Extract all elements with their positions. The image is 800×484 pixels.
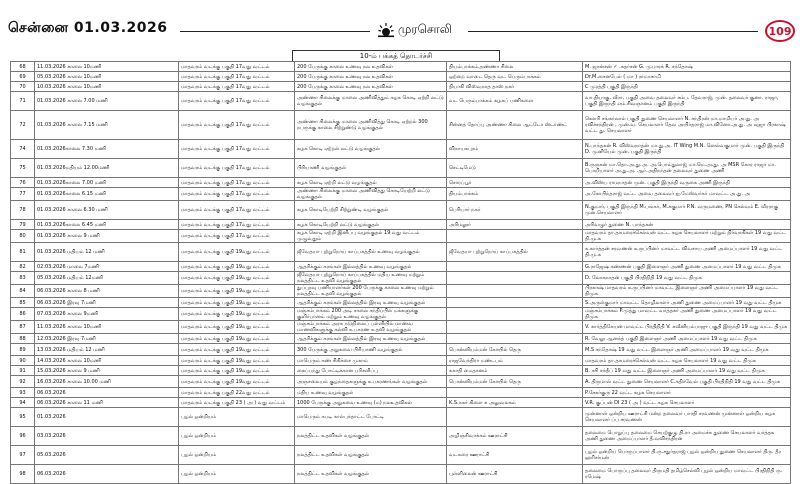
- table-row: [11, 344, 791, 356]
- table-row: [11, 465, 791, 484]
- row-speakers: D. லோகநாதன் பகுதி பிரதிநிதி 19 வது வட்ட திமுக: [583, 272, 791, 285]
- row-event: 200 பேருக்கு காலை உணவு நல உதவிகள்: [295, 82, 447, 92]
- row-place: தியாகி விஸ்வநாத தாஸ் நகர்: [447, 82, 583, 92]
- row-event: கழக கொடி ஏற்றி இனிப்பு வழங்குதல் 19 வது வட்டம் முழுவதும்: [295, 230, 447, 243]
- row-event: கழக கொடியேற்றி சிற்றுண்டி வழங்குதல்: [295, 201, 447, 220]
- row-number: 94: [11, 398, 35, 408]
- row-number: 90: [11, 356, 35, 366]
- table-row: [11, 62, 791, 72]
- table-row: [11, 356, 791, 366]
- row-datetime: 05.03.2026 காலை 10மணி: [35, 72, 179, 82]
- row-datetime: 06.03.2026: [35, 465, 179, 484]
- row-datetime: 02.03.2026 மாலை 7மணி: [35, 262, 179, 272]
- row-number: 83: [11, 272, 35, 285]
- row-event: அண்ணா சிலைக்கு மாலை அணிவித்து கொடியேற்றி லட்டு வழங்குதல்: [295, 188, 447, 201]
- row-datetime: 01.03.2026காலை 6.45 மணி: [35, 220, 179, 230]
- row-number: 93: [11, 388, 35, 398]
- row-speakers: அ.விஸ்ய ராமநாதன் முன். பகுதி இருந்தி வருகை அணி இருந்தி: [583, 178, 791, 188]
- row-number: 74: [11, 140, 35, 159]
- row-speakers: V. கார்த்திகேயன் மாவட்ட பிரதிநிதி V. சுவீனியம்பாஜு பகுதி இருந்தி 19 வது வட்ட திமுக: [583, 321, 791, 334]
- row-area: மாதவரம் வடக்கு பகுதி 19வது வட்டம்: [179, 356, 295, 366]
- row-speakers: மாதவரம் தா.தாமரைச்செல்வன் வட்ட கழக செயலாளர் 19 வது வட்ட திமுக: [583, 356, 791, 366]
- row-number: 98: [11, 465, 35, 484]
- table-row: [11, 188, 791, 201]
- row-speakers: G.ராஜேஷ் கண்ணன் பகுதி இளைஞர் அணி துணை அமைப்பாளர் 19 வது வட்ட திமுக: [583, 262, 791, 272]
- row-datetime: 05.03.2026: [35, 446, 179, 465]
- row-speakers: A. திருமால் வட்ட துணை செயலாளர் C.கதிர்வேல் பகுதி பிரதிநிதி 19 வது வட்ட திமுக: [583, 376, 791, 388]
- row-event: மதிய உணவு வழங்குதல்: [295, 388, 447, 398]
- city-date: சென்னை 01.03.2026: [8, 20, 168, 36]
- table-row: [11, 72, 791, 82]
- row-event: 300 பேருக்கு அறுசுவை பிரியாணி வழங்குதல்: [295, 344, 447, 356]
- row-datetime: 01.03.2026காலை 7.30 மணி: [35, 140, 179, 159]
- table-row: [11, 446, 791, 465]
- row-speakers: பிரகாஷ் மாதவரம் உருப்பினர் மாவட்ட இளைஞர் அணி அமைப்பாளர் 19 வது வட்ட திமுக: [583, 285, 791, 298]
- row-event: மஞ்சம்பாக்கம் அரசு நடுநிலைப் பள்ளியில் மாணவ மாணவிகளுக்கு கல்வி உபகரண உதவி வழங்குதல்: [295, 321, 447, 334]
- row-number: 78: [11, 201, 35, 220]
- masthead-rule-left: [180, 31, 370, 32]
- row-area: மாதவரம் வடக்கு பகுதி 17வது வட்டம்: [179, 188, 295, 201]
- row-area: மாதவரம் வடக்கு பகுதி 17வது வட்டம்: [179, 220, 295, 230]
- row-event: நலத்திட்ட உதவிகள் வழங்குதல்: [295, 446, 447, 465]
- table-row: [11, 243, 791, 262]
- masthead: [0, 0, 800, 48]
- brand-name: முரசொலி: [398, 22, 452, 36]
- row-number: 79: [11, 220, 35, 230]
- table-row: [11, 92, 791, 111]
- row-speakers: S.அருள்குமார் மாவட்ட தொழிலாளர் அணி துணை அமைப்பாளர் 19 வது வட்ட திமுக: [583, 298, 791, 308]
- row-event: ஆதரிக்கும் கரங்கள் இல்லத்தில் இரவு உணவு வழங்குதல்: [295, 298, 447, 308]
- table-row: [11, 201, 791, 220]
- row-place: K.S.நகர் கிளை க அலுவலகம்: [447, 398, 583, 408]
- row-place: தியம்பாக்கம்அண்ணா சிலை: [447, 62, 583, 72]
- row-number: 85: [11, 298, 35, 308]
- row-place: [447, 321, 583, 334]
- row-event: துப்புரவு பணியாளர்கள் 200 பேருக்கு காலை உணவு மற்றும் நலத்திட்ட உதவி வழங்குதல்: [295, 285, 447, 298]
- table-row: [11, 140, 791, 159]
- row-place: [447, 272, 583, 285]
- row-datetime: 11.03.2026 காலை 10மணி: [35, 321, 179, 334]
- row-speakers: வா.தியாகு, வீரா, பகுதி அவை தலைவர் சம்ப. தேவராஜ், முன். தலைவர் குனா. ராஜா, பகுதி இருந்தி எம்.சிவஞானம் பகுதி இருந்தி: [583, 92, 791, 111]
- row-place: வட பெரும்பாக்கம் கழகப் பணிகளை: [447, 92, 583, 111]
- row-event: கழக கொடி ஏற்றி லட்டு வழங்குதல்: [295, 178, 447, 188]
- table-row: [11, 272, 791, 285]
- row-number: 69: [11, 72, 35, 82]
- row-area: புழல் ஒன்றியம்: [179, 465, 295, 484]
- row-place: தியம்பாக்கம்: [447, 188, 583, 201]
- table-row: [11, 376, 791, 388]
- row-number: 76: [11, 178, 35, 188]
- row-event: 200 பேருக்கு காலை உணவு நல உதவிகள்: [295, 62, 447, 72]
- row-speakers: அரிவழுர் துணை N. பாந்தகன்: [583, 220, 791, 230]
- row-number: 95: [11, 408, 35, 427]
- row-area: மாதவரம் வடக்கு பகுதி 17வது வட்டம்: [179, 159, 295, 178]
- row-event: பிரியாணி வழங்குதல்: [295, 159, 447, 178]
- table-row: [11, 298, 791, 308]
- row-place: [447, 308, 583, 321]
- row-speakers: V.R. குப்பன் DI 23 ( அ ) வட்ட கழக செயலாளர்: [583, 398, 791, 408]
- row-place: [447, 285, 583, 298]
- row-event: அஞ்சலையம் குழந்தைகளுக்கு உபகரணங்கள் வழங்குதல்: [295, 376, 447, 388]
- row-place: அழிஞ்சிவாக்கம் ஊராட்சி: [447, 427, 583, 446]
- row-number: 70: [11, 82, 35, 92]
- row-number: 97: [11, 446, 35, 465]
- row-area: புழல் ஒன்றியம்: [179, 408, 295, 427]
- row-event: கைப்பந்து போட்டிக்கான பரிசளிப்பு: [295, 366, 447, 376]
- row-speakers: B.ருருகன் மா.தொ.அ.து.அ. அ.பொம்துலாஜ் மா.மெ.அ.து. அ MSR கோர ராஜா மா. பொறியாளர் அ.து.அ. ஆர்.அதிநந்தன் தலைவர் துணை அணி: [583, 159, 791, 178]
- row-place: [447, 408, 583, 427]
- row-event: கழக கொடியேற்றி லட்டு வழங்குதல்: [295, 220, 447, 230]
- row-datetime: 01.03.2026 காலை 6.30 மணி: [35, 201, 179, 220]
- row-area: மாதவரம் வடக்கு பகுதி 19வது வட்டம்: [179, 376, 295, 388]
- row-area: மாதவரம் வடக்கு பகுதி 22வது வட்டம்: [179, 388, 295, 398]
- row-datetime: 14.03.2026 காலை 10மணி: [35, 356, 179, 366]
- row-datetime: 06.03.2026: [35, 388, 179, 398]
- row-number: 92: [11, 376, 35, 388]
- table-row: [11, 262, 791, 272]
- table-row: [11, 220, 791, 230]
- row-number: 81: [11, 243, 35, 262]
- row-place: ஒற்றை வாடை தெரு வட பெரும்பாக்கம்: [447, 72, 583, 82]
- row-datetime: 01.03.2026 காலை 7.00 மணி: [35, 92, 179, 111]
- row-speakers: புழல் ஒன்றிய பொருப்பாளர் தி.ரு.சதுர்தராஜ் புழல் ஒன்றிய துணை செயலாளர் திரு. தீர ஹரிசர்மன்: [583, 446, 791, 465]
- row-place: [447, 230, 583, 243]
- table-row: [11, 308, 791, 321]
- row-datetime: 06.03.2026 காலை 11 மணி: [35, 398, 179, 408]
- row-speakers: க.கார்த்தன் சரவணன் உருப்பினர் மாவட்ட விவசாய அணி அமைப்பாளர் 19 வது வட்ட தி.மு.க: [583, 243, 791, 262]
- row-speakers: முன்னாள் ஒன்றிய ஊராட்சி மன்ற தலைவர் பாரதி சரவணன் முன்னாள் ஒன்றிய கழக செயலாளர் ப்ப சரவணன்: [583, 408, 791, 427]
- table-row: [11, 178, 791, 188]
- row-event: மஞ்சம்பாக்கம் 200 அடி சாலை சந்திப்பில் மக்களுக்கு குளிர்பானம் மற்றும் உணவு வழங்குதல்: [295, 308, 447, 321]
- row-area: மாதவரம் வடக்கு பகுதி 19வது வட்டம்: [179, 366, 295, 376]
- table-row: [11, 408, 791, 427]
- row-area: புழல் ஒன்றியம்: [179, 446, 295, 465]
- row-number: 72: [11, 111, 35, 140]
- row-datetime: 06.03.2026 இரவு 7மணி: [35, 298, 179, 308]
- row-speakers: மாதவரம் தா.தாமரைச்செல்வன் வட்ட கழக செயலாளர் மற்றும் நிர்வாகிகள் 19 வது வட்ட தி.மு.க: [583, 230, 791, 243]
- row-number: 86: [11, 308, 35, 321]
- row-area: மாதவரம் வடக்கு பகுதி 19வது வட்டம்: [179, 298, 295, 308]
- row-number: 77: [11, 188, 35, 201]
- row-area: மாதவரம் வடக்கு பகுதி 19வது வட்டம்: [179, 308, 295, 321]
- row-datetime: 01.03.2026 காலை 7.15 மணி: [35, 111, 179, 140]
- row-place: செட்டிமேடு: [447, 159, 583, 178]
- table-row: [11, 230, 791, 243]
- row-speakers: மஞ்சம்பாக்கம் P.முத்து மாவட்ட வர்த்தகர் அணி துணை அமைப்பாளர் 19 வது வட்ட திமுக: [583, 308, 791, 321]
- program-table-body: [11, 62, 791, 484]
- row-area: மாதவரம் வடக்கு பகுதி 19வது வட்டம்: [179, 262, 295, 272]
- row-datetime: 05.03.2026 மதியம் 12மணி: [35, 272, 179, 285]
- row-speakers: M.S சந்தோஷ் 19 வது வட்ட இளைஞர் அணி அமைப்பாளர் 19 வது வட்ட திமுக: [583, 344, 791, 356]
- row-speakers: R. வேலு ஆனந்த் பகுதி இளைஞர் அணி அமைப்பாளர் 19 வது வட்ட திமுக: [583, 334, 791, 344]
- row-event: அண்ணா சிலைக்கு மாலை அணிவித்து கொடி ஏற்றல் 300 நபருக்கு காலை சிற்றுண்டு வழங்குதல்: [295, 111, 447, 140]
- row-number: 91: [11, 366, 35, 376]
- row-datetime: 01.03.2026காலை 7.00 மணி: [35, 178, 179, 188]
- brand: [378, 20, 452, 40]
- continued-label: 10-ம் பக்கத் தொடர்ச்சி: [292, 50, 500, 62]
- table-row: [11, 285, 791, 298]
- row-place: பெரியார் நகர்: [447, 201, 583, 220]
- row-area: மாதவரம் வடக்கு பகுதி 19வது வட்டம்: [179, 285, 295, 298]
- row-area: மாதவரம் வடக்கு பகுதி 17வது வட்டம்: [179, 230, 295, 243]
- row-datetime: 10.03.2026 காலை 10மணி: [35, 82, 179, 92]
- row-number: 89: [11, 344, 35, 356]
- row-datetime: 01.03.2026 காலை 9 மணி: [35, 230, 179, 243]
- row-event: 1000 பேருக்கு அறுசுவை உணவு (ம) நலஉதவிகள்: [295, 398, 447, 408]
- row-area: மாதவரம் வடக்கு பகுதி 23 ( அ ) வது வட்டம்: [179, 398, 295, 408]
- table-row: [11, 82, 791, 92]
- row-area: மாதவரம் வடக்கு பகுதி 17வது வட்டம்: [179, 92, 295, 111]
- masthead-rule-right: [468, 31, 758, 32]
- row-event: கழக கொடி ஏற்றல் லட்டு வழங்குதல்: [295, 140, 447, 159]
- table-row: [11, 334, 791, 344]
- table-row: [11, 321, 791, 334]
- table-row: [11, 427, 791, 446]
- table-row: [11, 388, 791, 398]
- row-place: [447, 298, 583, 308]
- row-place: [447, 262, 583, 272]
- row-area: மாதவரம் வடக்கு பகுதி 17வது வட்டம்: [179, 140, 295, 159]
- row-event: ஆதரிக்கும் கரங்கள் இல்லத்தில் இரவு உணவு வழங்குதல்: [295, 334, 447, 344]
- row-speakers: தலைமை பொறுப்பு தலைமை செயற்குழு தி.ரா அமைச்சு துணை செயலாளர் வர்த்தக அணி துணை அமைப்பாளர் தீ.வவிசந்திரன்: [583, 427, 791, 446]
- row-place: சின்னத் தோப்பு அண்ணா சிலை ஆட்டோ ஸ்டாண்ட்: [447, 111, 583, 140]
- row-datetime: 16.03.2026 காலை 10.00 மணி: [35, 376, 179, 388]
- row-place: [447, 334, 583, 344]
- program-table: [10, 61, 791, 484]
- row-area: மாதவரம் வடக்கு பகுதி 19வது வட்டம்: [179, 344, 295, 356]
- row-speakers: P.சேகர்குரு 22 வட்ட கழக செயலாளர்: [583, 388, 791, 398]
- row-speakers: N.குமார், பகுதி இருந்தி M.பங்கர், M.சுகுமார் P.N. வருமணை, PN செல்வம் E. வீரராகு முன்.செயலாளர்: [583, 201, 791, 220]
- row-area: மாதவரம் வடக்கு பகுதி 17வது வட்டம்: [179, 201, 295, 220]
- row-place: புள்ளிலைன் ஊராட்சி: [447, 465, 583, 484]
- table-row: [11, 366, 791, 376]
- rising-sun-logo-icon: [378, 22, 394, 38]
- row-number: 87: [11, 321, 35, 334]
- row-event: மாபெரும் கண் சிகிச்சை முகாம்: [295, 356, 447, 366]
- row-speakers: தலைமை பொருப்பு தலைவர் திருமதி தமிழ்செல்வி புழல் ஒன்றிய மாவட்ட பிரதிநிதி ரு. ரமேஷ்: [583, 465, 791, 484]
- row-datetime: 07.03.2026 காலை 9மணி: [35, 308, 179, 321]
- row-number: 80: [11, 230, 35, 243]
- row-datetime: 03.03.2026: [35, 427, 179, 446]
- row-datetime: 13.03.2026 மதியம் 12 மணி: [35, 344, 179, 356]
- row-place: வடகரை ஊராட்சி: [447, 446, 583, 465]
- row-event: நலத்திட்ட உதவிகள் வழங்குதல்: [295, 427, 447, 446]
- row-speakers: B. சசி சந்தீப் 19 வது வட்ட இளைஞர் அணி அமைப்பாளர் 19 வது வட்ட திமுக: [583, 366, 791, 376]
- row-place: ஜீவேதயா புற்றுநோய் காப்பகத்தில்: [447, 243, 583, 262]
- row-number: 71: [11, 92, 35, 111]
- table-row: [11, 111, 791, 140]
- row-datetime: 01.03.2026மதியம் 12.00மணி: [35, 159, 179, 178]
- row-event: ஆதரிக்கும் கரங்கள் இல்லத்தில் உணவு வழங்குதல்: [295, 262, 447, 272]
- row-number: 88: [11, 334, 35, 344]
- page-number-badge: 109: [765, 20, 795, 42]
- row-area: புழல் ஒன்றியம்: [179, 427, 295, 446]
- row-place: சொரப்பூர்: [447, 178, 583, 188]
- row-area: மாதவரம் வடக்கு பகுதி 19வது வட்டம்: [179, 272, 295, 285]
- row-event: 200 பேருக்கு காலை உணவு நல உதவிகள்: [295, 72, 447, 82]
- row-number: 96: [11, 427, 35, 446]
- row-speakers: M. ஜான்சன் ✓ .சுதர்சன் G. முபாரக் R. சந்தோஷ்: [583, 62, 791, 72]
- row-datetime: 12.03.2026 இரவு 7மணி: [35, 334, 179, 344]
- row-speakers: அ.கோபிந்தராஜ் வட்ட அவை தலைவர் ஐ.மேஸ்வர்கர் மாவட்ட அ.து. அ: [583, 188, 791, 201]
- row-area: மாதவரம் வடக்கு பகுதி 17வது வட்டம்: [179, 82, 295, 92]
- row-speakers: Dr.M.சைனபேல் ( மா ) ராமாசாமி: [583, 72, 791, 82]
- row-area: மாதவரம் வடக்கு பகுதி 17வது வட்டம்: [179, 62, 295, 72]
- row-place: விநாயகபுரம்: [447, 140, 583, 159]
- row-speakers: N.பாந்தகன் R. விஸ்வநாதன் மா.து.அ. IT Wing M.N. ஸெல்வகுமார் முன். பகுதி இருந்தி D. முனியேல் முன். பகுதி இருந்தி: [583, 140, 791, 159]
- row-event: அண்ணா சிலைக்கு மாலை அணிவித்தும் கழக கொடி ஏற்றி லட்டு வழங்குதல்: [295, 92, 447, 111]
- row-speakers: கௌரி சங்கர்லால் பகுதி துணை செயலாளர் N. சந்திரன் மா.மாமியர் அ.து. அ ரவிச்சந்திரன் , முன்.வ. செயலாளர் தேவ அயிர்தராஜ் மா.வினோ.அ.து. அ வுஜா பிரகாஷ் வட்ட து. செயலாளர்: [583, 111, 791, 140]
- row-area: மாதவரம் வடக்கு பகுதி 19வது வட்டம்: [179, 243, 295, 262]
- row-area: மாதவரம் வடக்கு பகுதி 17வது வட்டம்: [179, 72, 295, 82]
- row-place: பொன்னியம்மன் கோயில் தெரு: [447, 344, 583, 356]
- row-place: அரிமலூர்: [447, 220, 583, 230]
- row-number: 75: [11, 159, 35, 178]
- row-event: ஜீவேதயா புற்றுநோய் காப்பகத்தில் மதிய உணவு மற்றும் நலத்திட்ட உதவி வழங்குதல்: [295, 272, 447, 285]
- row-area: மாதவரம் வடக்கு பகுதி 17வது வட்டம்: [179, 178, 295, 188]
- row-area: மாதவரம் வடக்கு பகுதி 19வது வட்டம்: [179, 321, 295, 334]
- table-row: [11, 398, 791, 408]
- row-number: 82: [11, 262, 35, 272]
- row-datetime: 01.03.2026 மதியம் 12 மணி: [35, 243, 179, 262]
- row-number: 84: [11, 285, 35, 298]
- row-speakers: C முரத்தி பகுதி இருந்தி: [583, 82, 791, 92]
- row-datetime: 11.03.2026 காலை 10மணி: [35, 62, 179, 72]
- row-place: [447, 388, 583, 398]
- row-place: சுகாதி மைதானம்: [447, 366, 583, 376]
- row-event: நலத்திட்ட உதவிகள் வழங்குதல்: [295, 465, 447, 484]
- row-datetime: 01.03.2026: [35, 408, 179, 427]
- row-place: பொன்னியம்மன் கோயில் தெரு: [447, 376, 583, 388]
- row-area: மாதவரம் வடக்கு பகுதி 17வது வட்டம்: [179, 111, 295, 140]
- row-place: ராஜவேந்திரா மண்டபம்: [447, 356, 583, 366]
- row-event: ஜீவேதயா புற்றுநோய் காப்பகத்தில் உணவு வழங்குதல்: [295, 243, 447, 262]
- row-area: மாதவரம் வடக்கு பகுதி 19வது வட்டம்: [179, 334, 295, 344]
- table-row: [11, 159, 791, 178]
- row-datetime: 06.03.2026 காலை 8 மணி: [35, 285, 179, 298]
- row-datetime: 01.03.2026காலை 6.15 மணி: [35, 188, 179, 201]
- row-event: மாபெரும் கபடி கால்பந்தாட்ட போட்டி: [295, 408, 447, 427]
- row-number: 68: [11, 62, 35, 72]
- row-datetime: 15.03.2026 காலை 9 மணி: [35, 366, 179, 376]
